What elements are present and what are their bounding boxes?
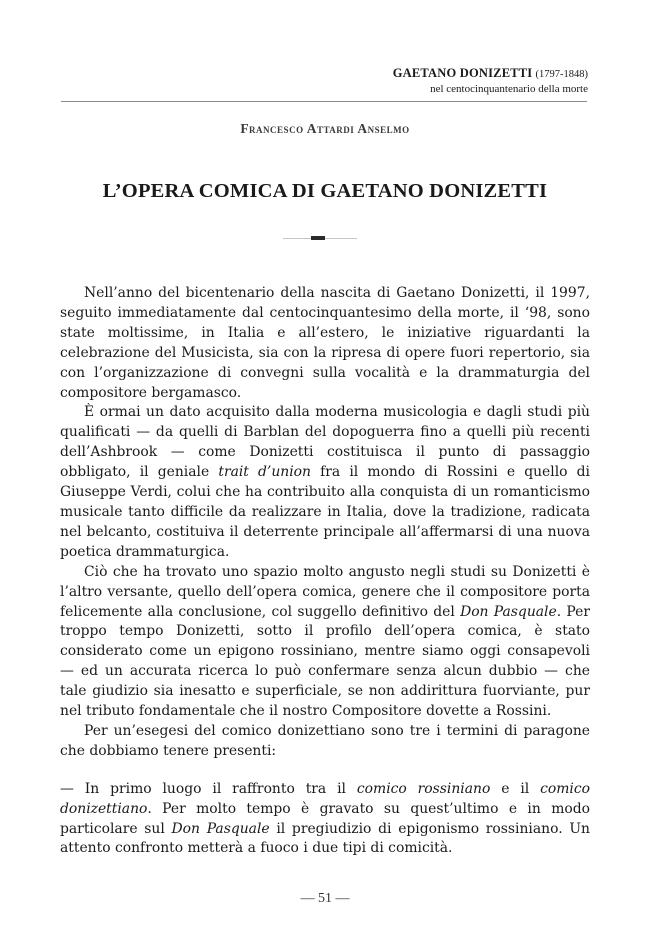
paragraph-3: Ciò che ha trovato uno spazio molto angusto negli studi su Donizetti è l’altro versante, quello dell’opera comica, genere che il compositore porta felicemente alla conclusione, col suggello definitivo del Don Pasquale. Per troppo tempo Donizetti, sotto il profilo dell’opera comica, è stato considerato come un epigono rossiniano, mentre siamo oggi consapevoli — ed un accurata ricerca lo può confermare senza alcun dubbio — che tale giudizio sia inesatto e superficiale, se non addirittura fuorviante, pur nel tributo fondamentale che il nostro Compositore dovette a Rossini.: [60, 563, 591, 720]
paragraph-2: È ormai un dato acquisito dalla moderna musicologia e dagli studi più qualificati — da quelli di Barblan del dopoguerra fino a quelli più recenti dell’Ashbrook — come Donizetti costituisca il punto di passaggio obbligato, il geniale trait d’union fra il mondo di Rossini e quello di Giuseppe Verdi, colui che ha contribuito alla conquista di un romanticismo musicale tanto difficile da realizzare in Italia, dove la tradizione, radicata nel belcanto, costituiva il deterrente principale all’affermarsi di una nuova poetica drammaturgica.: [60, 404, 590, 560]
paragraph-4: Per un’esegesi del comico donizettiano sono tre i termini di paragone che dobbiamo tenere presenti:: [60, 722, 590, 759]
running-head-name: GAETANO DONIZETTI: [392, 66, 533, 80]
paragraph-5: — In primo luogo il raffronto tra il comico rossiniano e il comico donizettiano. Per molto tempo è gravato su quest’ultimo e in modo particolare sul Don Pasquale il pregiudizio di epigonismo rossiniano. Un attento confronto metterà a fuoco i due tipi di comicità.: [60, 780, 591, 857]
article-author: Francesco Attardi Anselmo: [240, 121, 410, 136]
header-rule: [61, 101, 587, 102]
running-head-subtitle: nel centocinquantenario della morte: [430, 83, 588, 95]
title-ornament: [283, 236, 357, 241]
running-head: [393, 66, 588, 97]
article-title: L’OPERA COMICA DI GAETANO DONIZETTI: [102, 180, 548, 202]
paragraph-1: Nell’anno del bicentenario della nascita di Gaetano Donizetti, il 1997, seguito immediatamente dal centocinquantesimo della morte, il ‘98, sono state moltissime, in Italia e all’estero, le iniziative riguardanti la celebrazione del Musicista, sia con la ripresa di opere fuori repertorio, sia con l’organizzazione di convegni sulla vocalità e la drammaturgia del compositore bergamasco.: [60, 285, 590, 401]
page-number: — 51 —: [300, 891, 350, 906]
article-body: [60, 284, 590, 859]
running-head-title: [393, 66, 588, 82]
running-head-dates: (1797-1848): [535, 69, 588, 80]
